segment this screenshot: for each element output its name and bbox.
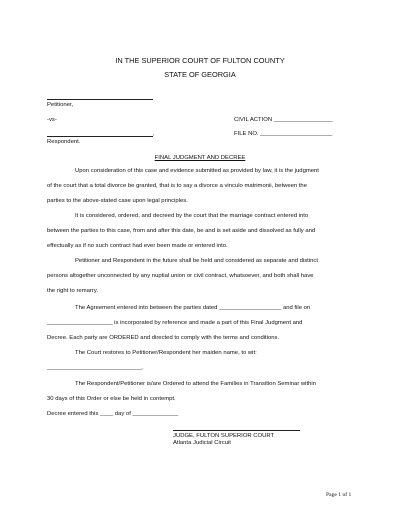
maiden-name-blank: _____________________________. <box>47 365 144 371</box>
paragraph-1-line-3: parties to the above-stated case upon legal principles. <box>47 198 188 204</box>
vs-label: -vs- <box>47 117 57 123</box>
paragraph-2-line-2: between the parties to this case, from and after this date, be and is set aside and dissolved as fully and <box>47 228 316 234</box>
state-heading: STATE OF GEORGIA <box>164 70 236 79</box>
court-heading: IN THE SUPERIOR COURT OF FULTON COUNTY <box>115 56 285 65</box>
judicial-circuit: Atlanta Judicial Circuit <box>173 440 231 446</box>
paragraph-1-line-1: Upon consideration of this case and evidence submitted as provided by law, it is the judgment <box>75 168 319 174</box>
civil-action-field: CIVIL ACTION __________________ <box>234 117 333 123</box>
file-no-field: FILE NO. ______________________ <box>234 131 333 137</box>
page-number: Page 1 of 1 <box>326 492 352 498</box>
decree-entered-line: Decree entered this ____ day of ______________ <box>47 411 179 417</box>
document-title: FINAL JUDGMENT AND DECREE <box>154 155 246 161</box>
paragraph-6-line-2: 30 days of this Order or else be held in contempt. <box>47 396 176 402</box>
petitioner-label: Petitioner, <box>47 102 74 108</box>
paragraph-3-line-1: Petitioner and Respondent in the future shall be held and considered as separate and distinct <box>75 258 318 264</box>
paragraph-1-line-2: of the court that a total divorce be granted, that is to say a divorce a vinculo matrimonii, between the <box>47 183 307 189</box>
paragraph-2-line-3: effectually as if no such contract had ever been made or entered into. <box>47 243 228 249</box>
paragraph-3-line-3: the right to remarry. <box>47 288 98 294</box>
paragraph-3-line-2: persons altogether unconnected by any nuptial union or civil contract, whatsoever, and both shall have <box>47 273 314 279</box>
caption-comma: , <box>153 131 155 137</box>
respondent-signature-line <box>47 136 153 137</box>
petitioner-signature-line <box>47 99 153 100</box>
paragraph-4-line-3: Decree. Each party are ORDERED and directed to comply with the terms and conditions. <box>47 335 280 341</box>
paragraph-5-line-1: The Court restores to Petitioner/Respondent her maiden name, to wit: <box>75 350 257 356</box>
respondent-label: Respondent. <box>47 139 81 145</box>
paragraph-6-line-1: The Respondent/Petitioner is/are Ordered to attend the Families in Transition Seminar within <box>75 381 316 387</box>
paragraph-2-line-1: It is considered, ordered, and decreed by the court that the marriage contract entered into <box>75 213 309 219</box>
judge-signature-line <box>173 430 300 431</box>
paragraph-4-line-1: The Agreement entered into between the parties dated ___________________ and file on <box>75 305 311 311</box>
judge-title: JUDGE, FULTON SUPERIOR COURT <box>173 433 275 439</box>
paragraph-4-line-2: ____________________ is incorporated by reference and made a part of this Final Judgment and <box>47 320 303 326</box>
